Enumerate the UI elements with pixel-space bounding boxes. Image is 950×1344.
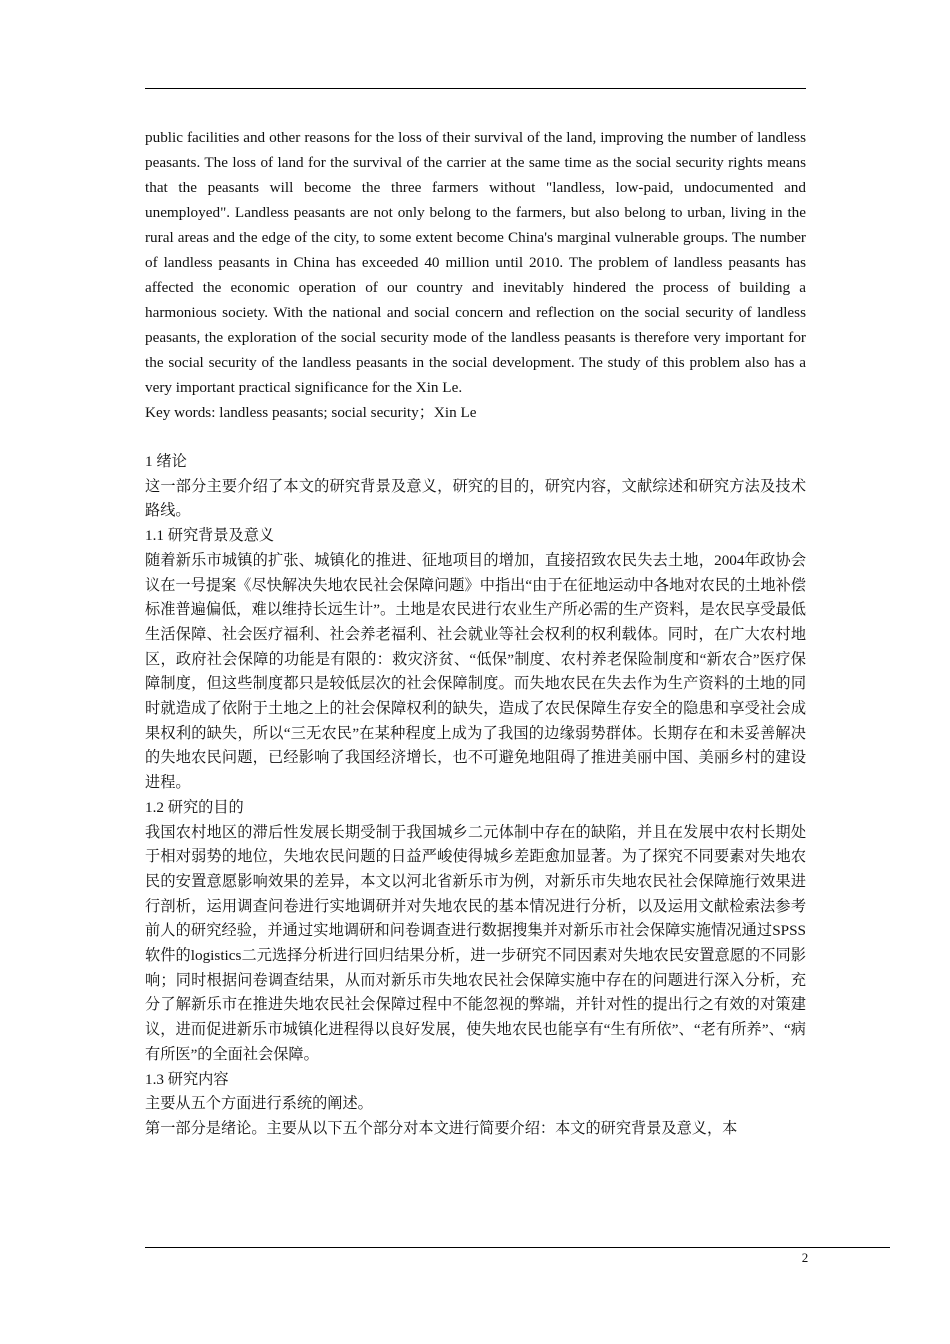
section-text-1-3-b: 第一部分是绪论。主要从以下五个部分对本文进行简要介绍：本文的研究背景及意义，本 — [145, 1119, 738, 1137]
abstract-english: public facilities and other reasons for the loss of their survival of the land, improving the number of landless peasants. The loss of land for the survival of the carrier at the same time as the social security rights means that the peasants will become the three farmers without "landless, low-paid, undocumented and unemployed". Landless peasants are not only belong to the farmers, but also belong to urban, living in the rural areas and the edge of the city, to some extent become China's marginal vulnerable groups. The number of landless peasants in China has exceeded 40 million until 2010. The problem of landless peasants has affected the economic operation of our country and inevitably hindered the process of building a harmonious society. With the national and social concern and reflection on the social security of landless peasants, the exploration of the social security mode of the landless peasants is therefore very important for the social security of the landless peasants in the social development. The study of this problem also has a very important practical significance for the Xin Le. — [145, 129, 806, 396]
chapter-intro: 这一部分主要介绍了本文的研究背景及意义，研究的目的，研究内容，文献综述和研究方法及技术路线。 — [145, 477, 806, 520]
blank-line — [145, 425, 806, 450]
section-heading-1-3: 1.3 研究内容 — [145, 1070, 229, 1088]
page-number: 2 — [801, 1250, 809, 1265]
chapter-heading: 1 绪论 — [145, 453, 187, 470]
header-rule — [145, 88, 806, 89]
footer-rule — [145, 1247, 890, 1248]
section-heading-1-2: 1.2 研究的目的 — [145, 798, 244, 816]
section-text-1-1: 随着新乐市城镇的扩张、城镇化的推进、征地项目的增加，直接招致农民失去土地，2004年政协会议在一号提案《尽快解决失地农民社会保障问题》中指出“由于在征地运动中各地对农民的土地补偿标准普遍偏低，难以维持长远生计”。土地是农民进行农业生产所必需的生产资料，是农民享受最低生活保障、社会医疗福利、社会养老福利、社会就业等社会权利的权利载体。同时，在广大农村地区，政府社会保障的功能是有限的：救灾济贫、“低保”制度、农村养老保险制度和“新农合”医疗保障制度，但这些制度都只是较低层次的社会保障制度。而失地农民在失去作为生产资料的土地的同时就造成了依附于土地之上的社会保障权利的缺失，造成了农民保障生存安全的隐患和享受社会成果权利的缺失，所以“三无农民”在某种程度上成为了我国的边缘弱势群体。长期存在和未妥善解决的失地农民问题，已经影响了我国经济增长，也不可避免地阻碍了推进美丽中国、美丽乡村的建设进程。 — [145, 551, 806, 792]
keywords-line: Key words: landless peasants; social security；Xin Le — [145, 404, 477, 421]
page-body — [145, 125, 806, 1142]
section-text-1-3-a: 主要从五个方面进行系统的阐述。 — [145, 1095, 373, 1113]
section-text-1-2: 我国农村地区的滞后性发展长期受制于我国城乡二元体制中存在的缺陷，并且在发展中农村长期处于相对弱势的地位，失地农民问题的日益严峻使得城乡差距愈加显著。为了探究不同要素对失地农民的安置意愿影响效果的差异，本文以河北省新乐市为例，对新乐市失地农民社会保障施行效果进行剖析，运用调查问卷进行实地调研并对失地农民的基本情况进行分析，以及运用文献检索法参考前人的研究经验，并通过实地调研和问卷调查进行数据搜集并对新乐市社会保障实施情况通过SPSS软件的logistics二元选择分析进行回归结果分析，进一步研究不同因素对失地农民安置意愿的不同影响；同时根据问卷调查结果，从而对新乐市失地农民社会保障实施中存在的问题进行深入分析，充分了解新乐市在推进失地农民社会保障过程中不能忽视的弊端，并针对性的提出行之有效的对策建议，进而促进新乐市城镇化进程得以良好发展，使失地农民也能享有“生有所依”、“老有所养”、“病有所医”的全面社会保障。 — [145, 823, 806, 1063]
section-heading-1-1: 1.1 研究背景及意义 — [145, 527, 275, 545]
